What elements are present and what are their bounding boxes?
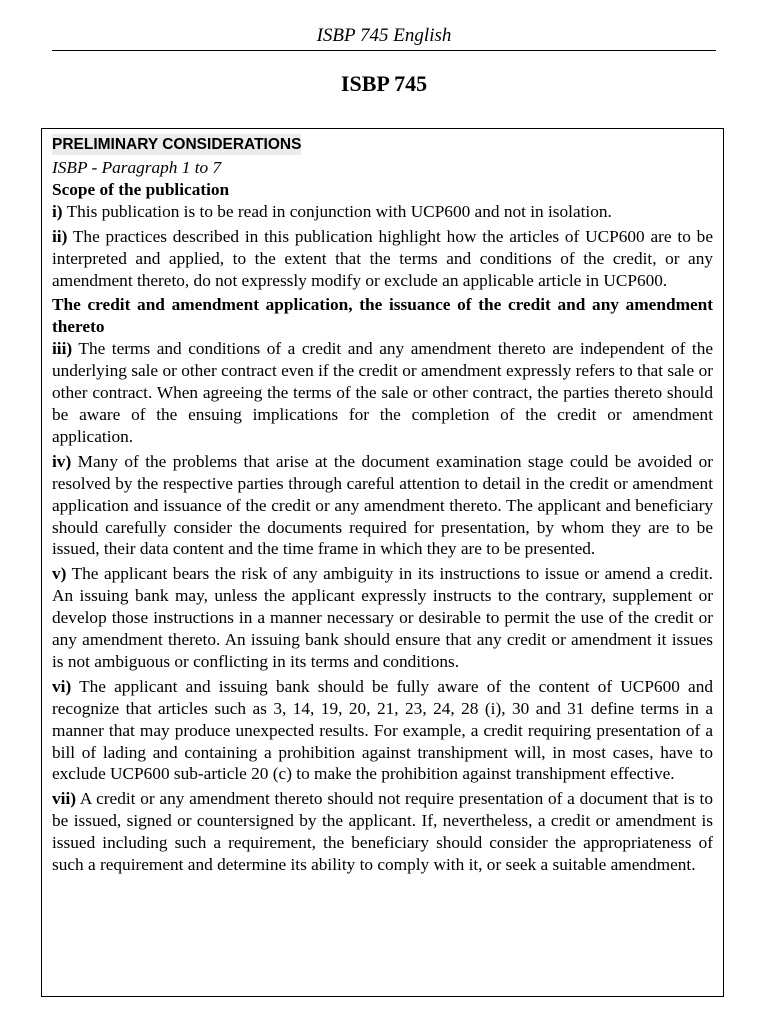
paragraph-ii bbox=[52, 226, 713, 292]
running-header: ISBP 745 English bbox=[316, 25, 452, 46]
scope-heading: Scope of the publication bbox=[52, 179, 230, 199]
paragraph-vii bbox=[52, 788, 713, 876]
paragraph-number: iii) bbox=[52, 339, 73, 359]
paragraph-i bbox=[52, 201, 713, 223]
section-subtitle: ISBP - Paragraph 1 to 7 bbox=[52, 158, 222, 177]
section-heading: PRELIMINARY CONSIDERATIONS bbox=[52, 136, 302, 153]
paragraph-number: ii) bbox=[52, 226, 68, 246]
paragraph-number: i) bbox=[52, 201, 63, 221]
content-box bbox=[41, 128, 724, 997]
paragraph-text: A credit or any amendment thereto should not require presentation of a document that is to be issued, signed or countersigned by the applicant. If, nevertheless, a credit or amendment is issued including such a requirement, the beneficiary should consider the appropriateness of such a requirement and determine its ability to comply with it, or seek a suitable amendment. bbox=[52, 789, 713, 875]
credit-heading: The credit and amendment application, the issuance of the credit and any amendment thereto bbox=[52, 295, 713, 337]
paragraph-number: iv) bbox=[52, 451, 72, 471]
paragraph-number: vi) bbox=[52, 676, 72, 696]
header-rule bbox=[52, 50, 716, 51]
paragraph-v bbox=[52, 563, 713, 673]
paragraph-text: This publication is to be read in conjunction with UCP600 and not in isolation. bbox=[62, 201, 612, 221]
paragraph-number: v) bbox=[52, 564, 67, 584]
paragraph-text: The applicant bears the risk of any ambiguity in its instructions to issue or amend a credit. An issuing bank may, unless the applicant expressly instructs to the contrary, supplement or develop those instructions in a manner necessary or desirable to permit the use of the credit or any amendment thereto. An issuing bank should ensure that any credit or amendment it issues is not ambiguous or conflicting in its terms and conditions. bbox=[52, 564, 713, 671]
paragraph-text: The practices described in this publication highlight how the articles of UCP600 are to be interpreted and applied, to the extent that the terms and conditions of the credit, or any amendment thereto, do not expressly modify or exclude an applicable article in UCP600. bbox=[52, 226, 713, 290]
paragraph-iv bbox=[52, 451, 713, 561]
paragraph-iii bbox=[52, 338, 713, 448]
paragraph-number: vii) bbox=[52, 789, 76, 809]
paragraph-vi bbox=[52, 676, 713, 786]
document-title: ISBP 745 bbox=[340, 71, 428, 96]
paragraph-text: The applicant and issuing bank should be fully aware of the content of UCP600 and recognize that articles such as 3, 14, 19, 20, 21, 23, 24, 28 (i), 30 and 31 define terms in a manner that may produce unexpected results. For example, a credit requiring presentation of a bill of lading and containing a prohibition against transhipment will, in most cases, have to exclude UCP600 sub-article 20 (c) to make the prohibition against transhipment effective. bbox=[52, 676, 713, 784]
paragraph-text: The terms and conditions of a credit and any amendment thereto are independent of the underlying sale or other contract even if the credit or amendment expressly refers to that sale or other contract. When agreeing the terms of the sale or other contract, the parties thereto should be aware of the ensuing implications for the completion of the credit or amendment application. bbox=[52, 339, 713, 446]
paragraph-text: Many of the problems that arise at the document examination stage could be avoided or resolved by the respective parties through careful attention to detail in the credit or amendment application and issuance of the credit or any amendment thereto. The applicant and beneficiary should carefully consider the documents required for presentation, by whom they are to be issued, their data content and the time frame in which they are to be presented. bbox=[52, 451, 713, 559]
